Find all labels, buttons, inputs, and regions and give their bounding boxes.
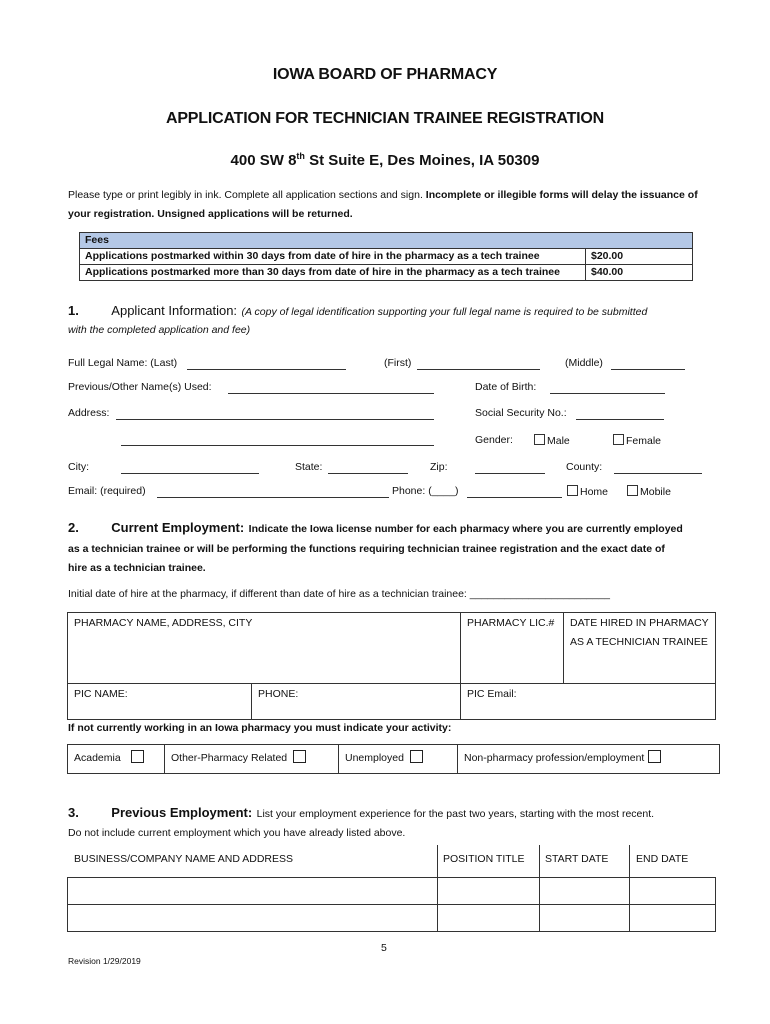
male-checkbox[interactable] (534, 434, 545, 445)
fees-header: Fees (80, 233, 693, 249)
dob-field[interactable] (550, 382, 665, 394)
unemployed-checkbox[interactable] (410, 750, 423, 763)
section2-desc-2: hire as a technician trainee. (68, 562, 206, 574)
city-label: City: (68, 461, 89, 473)
mobile-checkbox[interactable] (627, 485, 638, 496)
board-title: IOWA BOARD OF PHARMACY (272, 66, 498, 83)
board-address: 400 SW 8th St Suite E, Des Moines, IA 50309 (230, 151, 540, 169)
prev-name-field[interactable] (228, 382, 434, 394)
pic-email-cell[interactable]: PIC Email: (460, 683, 716, 720)
state-label: State: (295, 461, 323, 473)
female-checkbox[interactable] (613, 434, 624, 445)
first-name-field[interactable] (417, 358, 540, 370)
ssn-field[interactable] (576, 408, 664, 420)
state-field[interactable] (328, 462, 408, 474)
pic-name-cell[interactable]: PIC NAME: (67, 683, 252, 720)
section1-heading: 1. Applicant Information: (A copy of legal identification supporting your full legal name is required to be submitted (68, 303, 648, 318)
home-checkbox[interactable] (567, 485, 578, 496)
section2-desc: as a technician trainee or will be performing the functions requiring technician trainee registration and the exact date of (68, 543, 665, 555)
email-label: Email: (required) (68, 485, 146, 497)
last-name-field[interactable] (187, 358, 346, 370)
prev-name-label: Previous/Other Name(s) Used: (68, 381, 212, 393)
divider (539, 877, 540, 932)
fees-table (79, 232, 693, 281)
activity-other-pharmacy[interactable]: Other-Pharmacy Related (164, 744, 339, 774)
col-start-date: START DATE (545, 853, 609, 865)
phone-home-option[interactable]: Home (567, 485, 608, 498)
zip-field[interactable] (475, 462, 545, 474)
activity-non-pharmacy[interactable]: Non-pharmacy profession/employment (457, 744, 720, 774)
divider (629, 877, 630, 932)
col-end-date: END DATE (636, 853, 689, 865)
fee-row: Applications postmarked within 30 days from date of hire in the pharmacy as a tech trainee $20.00 (80, 249, 693, 265)
prev-employment-row[interactable] (67, 877, 716, 905)
middle-name-field[interactable] (611, 358, 685, 370)
city-field[interactable] (121, 462, 259, 474)
gender-male-option[interactable]: Male (534, 434, 570, 447)
zip-label: Zip: (430, 461, 448, 473)
page-number: 5 (381, 942, 387, 954)
phone-cell[interactable]: PHONE: (251, 683, 461, 720)
pharmacy-name-cell[interactable]: PHARMACY NAME, ADDRESS, CITY (67, 612, 461, 684)
section3-heading: 3. Previous Employment: List your employment experience for the past two years, starting with the most recent. (68, 805, 655, 820)
not-working-note: If not currently working in an Iowa pharmacy you must indicate your activity: (68, 722, 452, 734)
col-position: POSITION TITLE (443, 853, 525, 865)
section1-note: with the completed application and fee) (68, 324, 251, 336)
middle-name-label: (Middle) (565, 357, 603, 369)
phone-label: Phone: (____) (392, 485, 459, 497)
phone-mobile-option[interactable]: Mobile (627, 485, 671, 498)
address-field-2[interactable] (121, 434, 434, 446)
fee-row: Applications postmarked more than 30 days from date of hire in the pharmacy as a tech trainee $40.00 (80, 265, 693, 281)
county-label: County: (566, 461, 603, 473)
date-hired-cell[interactable]: DATE HIRED IN PHARMACY AS A TECHNICIAN TRAINEE (563, 612, 716, 684)
activity-academia[interactable]: Academia (67, 744, 165, 774)
initial-date-hire: Initial date of hire at the pharmacy, if different than date of hire as a technician trainee: ________________________ (68, 588, 610, 600)
activity-unemployed[interactable]: Unemployed (338, 744, 458, 774)
address-label: Address: (68, 407, 110, 419)
col-business: BUSINESS/COMPANY NAME AND ADDRESS (74, 853, 293, 865)
section2-heading: 2. Current Employment: Indicate the Iowa license number for each pharmacy where you are currently employed (68, 520, 683, 535)
revision-date: Revision 1/29/2019 (68, 956, 141, 966)
gender-label: Gender: (475, 434, 513, 446)
county-field[interactable] (614, 462, 702, 474)
gender-female-option[interactable]: Female (613, 434, 661, 447)
email-field[interactable] (157, 486, 389, 498)
prev-employment-row[interactable] (67, 904, 716, 932)
dob-label: Date of Birth: (475, 381, 537, 393)
non-pharmacy-checkbox[interactable] (648, 750, 661, 763)
pharmacy-lic-cell[interactable]: PHARMACY LIC.# (460, 612, 564, 684)
last-name-label: Full Legal Name: (Last) (68, 357, 178, 369)
ssn-label: Social Security No.: (475, 407, 567, 419)
first-name-label: (First) (384, 357, 412, 369)
divider (437, 877, 438, 932)
academia-checkbox[interactable] (131, 750, 144, 763)
instructions: Please type or print legibly in ink. Complete all application sections and sign. Incomplete or illegible forms will delay the issuance of your registration. Unsigned applications will be returned. (68, 189, 698, 220)
other-pharmacy-checkbox[interactable] (293, 750, 306, 763)
phone-field[interactable] (467, 486, 562, 498)
form-title: APPLICATION FOR TECHNICIAN TRAINEE REGISTRATION (165, 110, 604, 127)
address-field[interactable] (116, 408, 434, 420)
section3-desc: Do not include current employment which you have already listed above. (68, 827, 406, 839)
